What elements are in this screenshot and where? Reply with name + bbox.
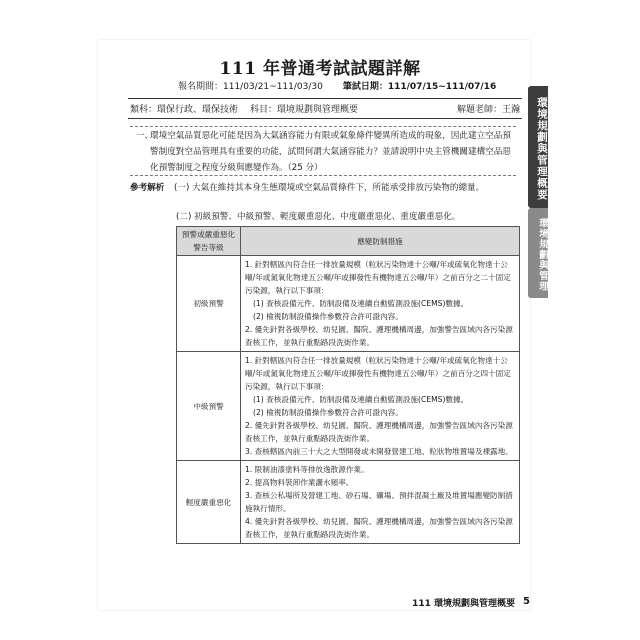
table-row	[177, 352, 520, 461]
measure-item: 3. 查核公私場所及營建工地、砂石場、礦場、預拌混凝土廠及堆置場應變防制措施執行情形。	[245, 491, 513, 513]
measure-item: 2. 提高物料裝卸作業灑水頻率。	[245, 478, 354, 487]
measure-subitem: (2) 檢視防制設備操作參數符合許可證內容。	[253, 312, 403, 321]
side-tab-active[interactable]: 環境規劃與管理概要	[528, 86, 548, 208]
teacher-label: 解題老師：王瀚	[456, 105, 520, 115]
registration-period: 報名期間：111/03/21~111/03/30	[178, 82, 323, 92]
answer-part-1: (一) 大氣在維持其本身生態環境或空氣品質條件下，所能承受排放污染物的總量。	[174, 183, 485, 193]
page-footer	[330, 596, 530, 609]
measure-subitem: (1) 查核設備元件、防制設備及連續自動監測設施(CEMS)數據。	[253, 299, 469, 308]
category-label: 類科：環保行政、環保技術	[130, 105, 239, 115]
answer-part-2: (二) 初級預警、中級預警、輕度嚴重惡化、中度嚴重惡化、重度嚴重惡化。	[176, 212, 461, 222]
measure-item: 1. 限制油漆塗料等排放逸散源作業。	[245, 465, 369, 474]
meta-left-group	[130, 102, 358, 115]
warning-level-cell: 中級預警	[177, 352, 241, 461]
page-title: 111 年普通考試試題詳解	[219, 59, 421, 79]
page-number: 5	[523, 596, 530, 607]
exam-date: 筆試日期：111/07/15~111/07/16	[342, 82, 497, 92]
subject-label: 科目：環境規劃與管理概要	[250, 105, 359, 115]
measures-cell	[241, 352, 520, 461]
measure-subitem: (2) 檢視防制設備操作參數符合許可證內容。	[253, 408, 403, 417]
question-box	[130, 126, 516, 176]
warning-level-cell: 初級預警	[177, 256, 241, 352]
side-tab-inactive[interactable]: 環境規劃與管理	[528, 208, 548, 298]
measure-subitem: (1) 查核設備元件、防制設備及連續自動監測設施(CEMS)數據。	[253, 395, 469, 404]
warning-level-cell: 輕度嚴重惡化	[177, 461, 241, 544]
measure-item: 1. 針對轄區內符合任一排放量規模（粒狀污染物達十公噸/年或硫氧化物達十公噸/年或氮氧化物達五公噸/年或揮發性有機物達五公噸/年）之前百分之四十固定污染源，執行以下事項：	[245, 356, 511, 391]
measure-item: 3. 查核轄區內前三十大之大型開發或未開發營建工地、粒狀物堆置場及裸露地。	[245, 447, 513, 456]
question-number: 一、	[136, 131, 154, 141]
measure-item: 4. 優先針對各級學校、幼兒園、醫院、護理機構周邊，加強警告區域內各污染源查核工作，並執行重點路段洗街作業。	[245, 517, 513, 539]
table-row	[177, 461, 520, 544]
table-header-row	[177, 227, 520, 256]
question-text: 環境空氣品質惡化可能是因為大氣涵容能力有限或氣象條件變異所造成的現象，因此建立空品預警制度對空品管理具有重要的功能，試問何謂大氣涵容能力？並請說明中央主管機關建構空品惡化預警制度之程度分級與應變作為。（25 分）	[150, 131, 511, 173]
exam-dates	[170, 79, 530, 92]
warning-level-table	[176, 226, 520, 544]
measure-item: 2. 優先針對各級學校、幼兒園、醫院、護理機構周邊，加強警告區域內各污染源查核工作，並執行重點路段洗街作業。	[245, 325, 513, 347]
footer-text: 111 環境規劃與管理概要	[412, 599, 516, 609]
answer-label: 參考解析	[130, 183, 165, 193]
measure-item: 2. 優先針對各級學校、幼兒園、醫院、護理機構周邊，加強警告區域內各污染源查核工作，並執行重點路段洗街作業。	[245, 421, 513, 443]
header-measures: 應變防制措施	[241, 227, 520, 256]
header-level: 預警或嚴重惡化警告等級	[177, 227, 241, 256]
measure-item: 1. 針對轄區內符合任一排放量規模（粒狀污染物達十公噸/年或硫氧化物達十公噸/年或氮氧化物達五公噸/年或揮發性有機物達五公噸/年）之前百分之二十固定污染源，執行以下事項：	[245, 260, 511, 295]
measures-cell	[241, 461, 520, 544]
table-body	[177, 256, 520, 544]
exam-meta	[128, 98, 522, 119]
table-row	[177, 256, 520, 352]
measures-cell	[241, 256, 520, 352]
